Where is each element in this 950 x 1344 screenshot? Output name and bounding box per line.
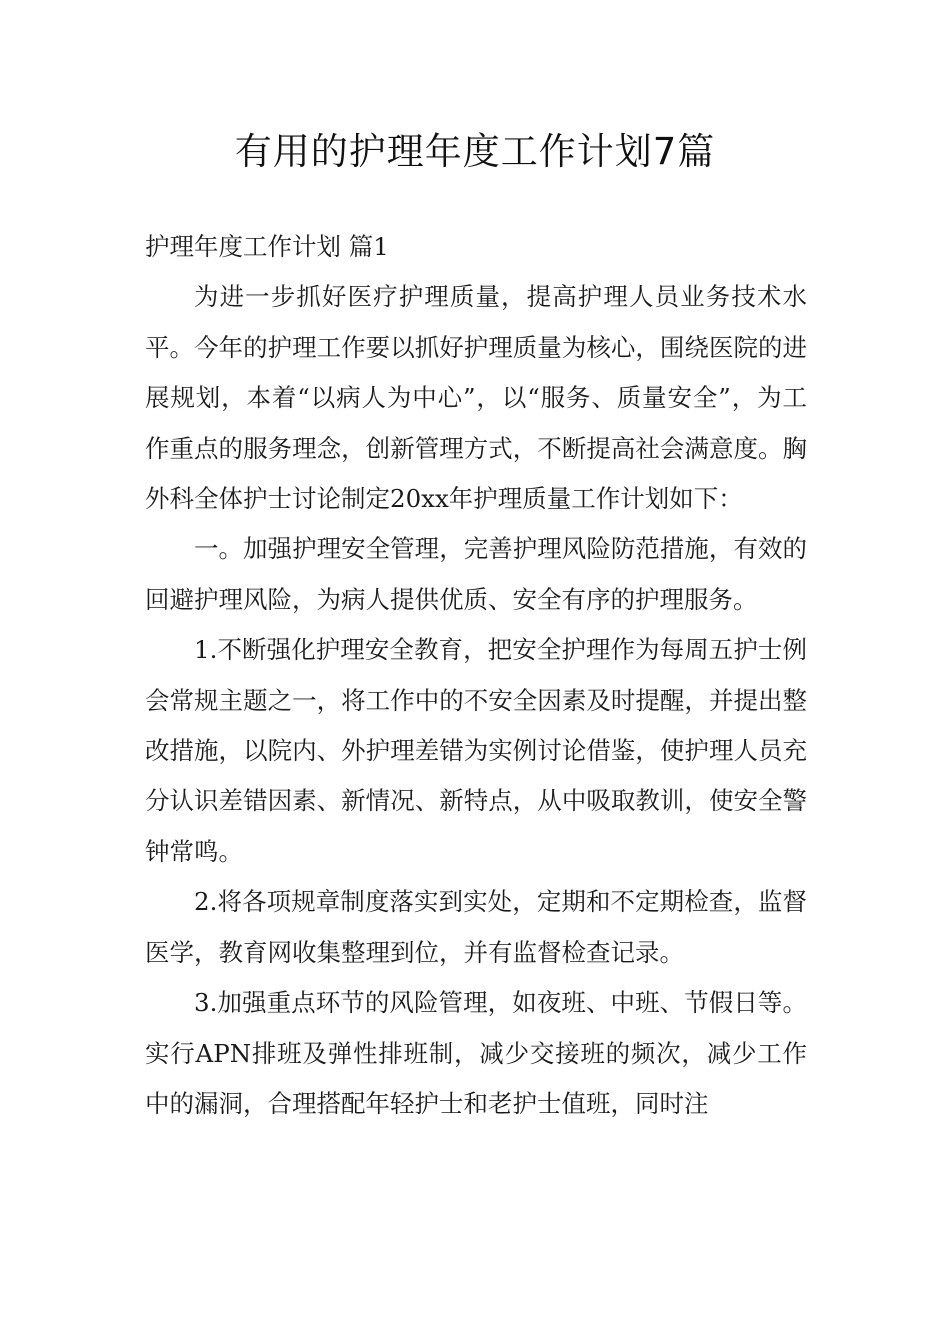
paragraph-sub-1: 1.不断强化护理安全教育，把安全护理作为每周五护士例会常规主题之一，将工作中的不安全因素及时提醒，并提出整改措施，以院内、外护理差错为实例讨论借鉴，使护理人员充分认识差错因素、新情况、新特点，从中吸取教训，使安全警钟常鸣。 (145, 635, 807, 866)
paragraph-item-1: 一。加强护理安全管理，完善护理风险防范措施，有效的回避护理风险，为病人提供优质、安全有序的护理服务。 (145, 534, 807, 614)
paragraph-intro: 为进一步抓好医疗护理质量，提高护理人员业务技术水平。今年的护理工作要以抓好护理质量为核心，围绕医院的进展规划，本着“以病人为中心”，以“服务、质量安全”，为工作重点的服务理念，创新管理方式，不断提高社会满意度。胸外科全体护士讨论制定20xx年护理质量工作计划如下： (145, 282, 807, 514)
section-heading: 护理年度工作计划 篇1 (145, 232, 389, 261)
document-title: 有用的护理年度工作计划7篇 (234, 130, 716, 173)
paragraph-sub-2: 2.将各项规章制度落实到实处，定期和不定期检查，监督医学，教育网收集整理到位，并有监督检查记录。 (145, 887, 807, 967)
document-body (145, 222, 807, 1129)
paragraph-sub-3: 3.加强重点环节的风险管理，如夜班、中班、节假日等。实行APN排班及弹性排班制，减少交接班的频次，减少工作中的漏洞，合理搭配年轻护士和老护士值班，同时注 (145, 988, 807, 1118)
